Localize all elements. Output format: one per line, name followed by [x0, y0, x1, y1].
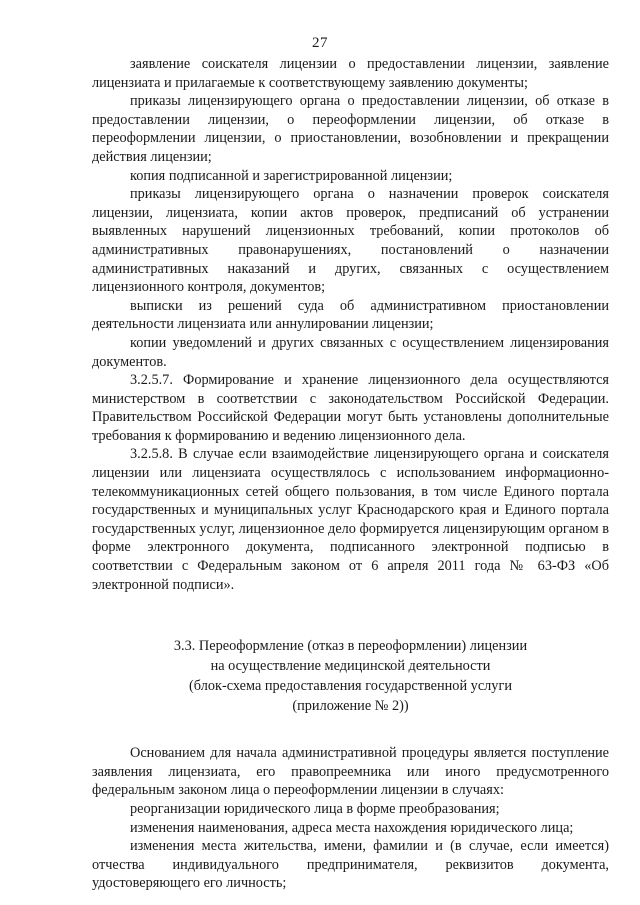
paragraph: заявление соискателя лицензии о предоставлении лицензии, заявление лицензиата и прилагаемые к соответствующему заявлению документы; [92, 56, 609, 91]
section-heading-line: на осуществление медицинской деятельности [210, 658, 491, 675]
section-heading [92, 636, 609, 716]
paragraph: 3.2.5.7. Формирование и хранение лицензионного дела осуществляются министерством в соответствии с законодательством Российской Федерации. Правительством Российской Федерации могут быть установлены дополнительные требования к формированию и ведению лицензионного дела. [92, 372, 609, 444]
paragraph: копии уведомлений и других связанных с осуществлением лицензирования документов. [92, 334, 609, 370]
paragraph: Основанием для начала административной процедуры является поступление заявления лицензиата, его правопреемника или иного предусмотренного федеральным законом лица о переоформлении лицензии в случаях: [92, 745, 609, 799]
paragraph: изменения места жительства, имени, фамилии и (в случае, если имеется) отчества индивидуального предпринимателя, реквизитов документа, удостоверяющего его личность; [92, 838, 609, 892]
paragraph: 3.2.5.8. В случае если взаимодействие лицензирующего органа и соискателя лицензии или лицензиата осуществлялось с использованием информационно-телекоммуникационных сетей общего пользования, в том числе Единого портала государственных и муниципальных услуг Краснодарского края и Единого портала государственных услуг, лицензионное дело формируется лицензирующим органом в форме электронного документа, подписанного электронной подписью в соответствии с Федеральным законом от 6 апреля 2011 года № 63-ФЗ «Об электронной подписи». [92, 446, 609, 593]
section-body [92, 744, 609, 893]
paragraph: приказы лицензирующего органа о назначении проверок соискателя лицензии, лицензиата, копии актов проверок, предписаний об устранении выявленных нарушений лицензионных требований, копии протоколов об административных правонарушениях, постановлений о назначении административных наказаний и других, связанных с осуществлением лицензионного контроля, документов; [92, 186, 609, 296]
paragraph: выписки из решений суда об административном приостановлении деятельности лицензиата или аннулировании лицензии; [92, 297, 609, 333]
paragraph: приказы лицензирующего органа о предоставлении лицензии, об отказе в предоставлении лицензии, о переоформлении лицензии, об отказе в переоформлении лицензии, о приостановлении, возобновлении и прекращении действия лицензии; [92, 93, 609, 165]
paragraph: копия подписанной и зарегистрированной лицензии; [130, 167, 453, 184]
paragraph: изменения наименования, адреса места нахождения юридического лица; [130, 819, 574, 836]
document-body [92, 55, 609, 893]
section-heading-line: (приложение № 2)) [292, 698, 409, 715]
page-number: 27 [312, 35, 328, 51]
section-heading-line: 3.3. Переоформление (отказ в переоформлении) лицензии [173, 638, 528, 655]
paragraph: реорганизации юридического лица в форме преобразования; [130, 801, 500, 817]
section-heading-line: (блок-схема предоставления государственной услуги [189, 678, 512, 695]
